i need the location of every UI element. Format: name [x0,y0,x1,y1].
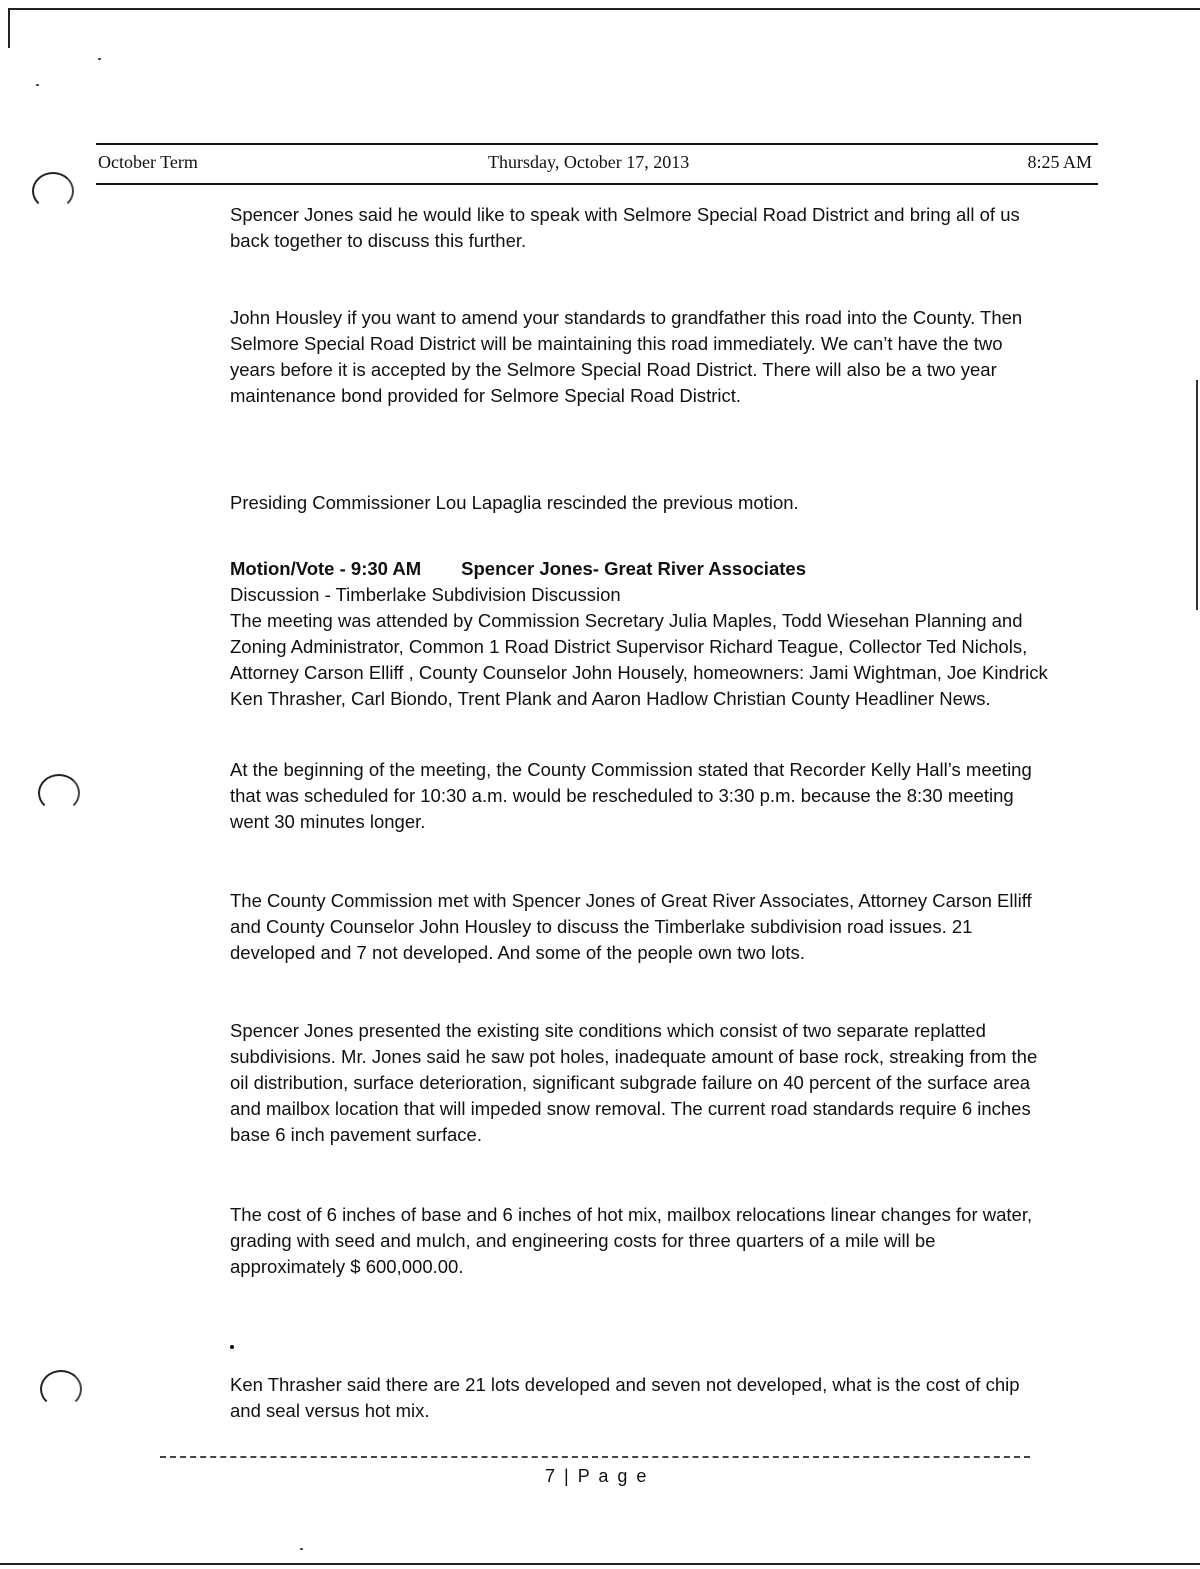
motion-attendance: The meeting was attended by Commission Secretary Julia Maples, Todd Wiesehan Planning and Zoning Administrator, Common 1 Road District Supervisor Richard Teague, Collector Ted Nichols, Attorney Carson Elliff , County Counselor John Housely, homeowners: Jami Wightman, Joe Kindrick Ken Thrasher, Carl Biondo, Trent Plank and Aaron Hadlow Christian County Headliner News. [230,610,1048,709]
motion-discussion: Discussion - Timberlake Subdivision Discussion [230,584,621,605]
scan-border-top [8,8,1200,10]
scan-border-left [8,8,10,48]
header-rule-bottom [96,183,1098,185]
punch-hole-bottom [40,1370,82,1408]
scan-border-bottom [0,1563,1200,1565]
paragraph-text: The County Commission met with Spencer Jones of Great River Associates, Attorney Carson Elliff and County Counselor John Housley to discuss the Timberlake subdivision road issues. 21 developed and 7 not developed. And some of the people own two lots. [230,890,1032,963]
scan-border-right [1196,380,1198,610]
paragraph-text: Spencer Jones said he would like to speak with Selmore Special Road District and bring all of us back together to discuss this further. [230,204,1020,251]
scan-speck [36,84,39,86]
motion-heading [230,556,1050,582]
paragraph-text: The cost of 6 inches of base and 6 inches of hot mix, mailbox relocations linear changes for water, grading with seed and mulch, and engineering costs for three quarters of a mile will be approximately $ 600,000.00. [230,1204,1033,1277]
paragraph-text: Ken Thrasher said there are 21 lots developed and seven not developed, what is the cost of chip and seal versus hot mix. [230,1374,1020,1421]
page-header [98,152,1094,178]
header-term: October Term [98,152,198,172]
header-date: Thursday, October 17, 2013 [488,152,690,172]
scan-speck [98,58,101,60]
motion-subject: Spencer Jones- Great River Associates [461,558,806,579]
motion-label: Motion/Vote - 9:30 AM [230,558,422,579]
scan-speck [300,1548,303,1550]
paragraph-text: Presiding Commissioner Lou Lapaglia rescinded the previous motion. [230,492,799,513]
paragraph-speak-with-district [230,202,1050,254]
paragraph-text: John Housley if you want to amend your standards to grandfather this road into the County. Then Selmore Special Road District will be maintaining this road immediately. We can’t have the two years before it is accepted by the Selmore Special Road District. There will also be a two year maintenance bond provided for Selmore Special Road District. [230,307,1023,406]
paragraph-chip-and-seal [230,1372,1050,1424]
paragraph-meeting-rescheduled [230,757,1050,835]
footer-rule [160,1456,1030,1458]
punch-hole-middle [38,774,80,812]
paragraph-cost-estimate [230,1202,1050,1280]
paragraph-text: At the beginning of the meeting, the County Commission stated that Recorder Kelly Hall’s meeting that was scheduled for 10:30 a.m. would be rescheduled to 3:30 p.m. because the 8:30 meeting went 30 minutes longer. [230,759,1032,832]
paragraph-site-conditions [230,1018,1050,1148]
motion-block [230,556,1050,712]
paragraph-rescinded-motion [230,490,1050,516]
header-rule-top [96,143,1098,145]
bullet-dot [230,1345,234,1349]
punch-hole-top [32,172,74,210]
header-time: 8:25 AM [1027,152,1092,172]
paragraph-text: Spencer Jones presented the existing site conditions which consist of two separate replatted subdivisions. Mr. Jones said he saw pot holes, inadequate amount of base rock, streaking from the oil distribution, surface deterioration, significant subgrade failure on 40 percent of the surface area and mailbox location that will impeded snow removal. The current road standards require 6 inches base 6 inch pavement surface. [230,1020,1038,1145]
page-number: 7 | P a g e [545,1466,649,1486]
paragraph-grandfather-road [230,305,1050,409]
paragraph-commission-met [230,888,1050,966]
